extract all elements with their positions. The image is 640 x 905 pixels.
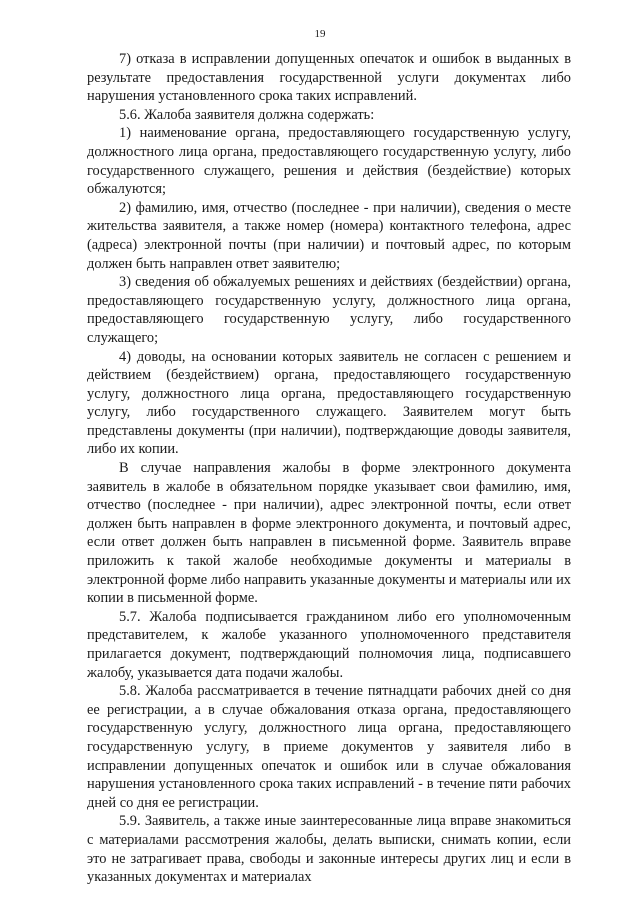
document-body	[87, 50, 571, 887]
paragraph-item-7-refusal: 7) отказа в исправлении допущенных опечаток и ошибок в выданных в результате предоставления государственной услуги документах либо нарушения установленного срока таких исправлений.	[87, 51, 571, 105]
paragraph-5-9: 5.9. Заявитель, а также иные заинтересованные лица вправе знакомиться с материалами рассмотрения жалобы, делать выписки, снимать копии, если это не затрагивает права, свободы и законные интересы других лиц и если в указанных документах и материалах	[87, 813, 571, 886]
paragraph-5-7: 5.7. Жалоба подписывается гражданином либо его уполномоченным представителем, к жалобе указанного уполномоченного представителя прилагается документ, подтверждающий полномочия лица, подписавшего жалобу, указывается дата подачи жалобы.	[87, 608, 571, 681]
paragraph-item-1: 1) наименование органа, предоставляющего государственную услугу, должностного лица органа, предоставляющего государственную услугу, либо государственного служащего, решения и действия (бездействие) которых обжалуются;	[87, 125, 571, 198]
paragraph-item-2: 2) фамилию, имя, отчество (последнее - при наличии), сведения о месте жительства заявителя, а также номер (номера) контактного телефона, адрес (адреса) электронной почты (при наличии) и почтовый адрес, по которым должен быть направлен ответ заявителю;	[87, 199, 571, 272]
page-number: 19	[314, 28, 326, 40]
paragraph-item-4: 4) доводы, на основании которых заявитель не согласен с решением и действием (бездействием) органа, предоставляющего государственную услугу, должностного лица органа, предоставляющего государственную услугу, либо государственного служащего. Заявителем могут быть представлены документы (при наличии), подтверждающие доводы заявителя, либо их копии.	[87, 348, 571, 458]
paragraph-5-6-heading: 5.6. Жалоба заявителя должна содержать:	[119, 106, 375, 123]
paragraph-item-3: 3) сведения об обжалуемых решениях и действиях (бездействии) органа, предоставляющего государственную услугу, должностного лица органа, предоставляющего государственную услугу, либо государственного служащего;	[87, 274, 571, 346]
paragraph-electronic-complaint: В случае направления жалобы в форме электронного документа заявитель в жалобе в обязательном порядке указывает свои фамилию, имя, отчество (последнее - при наличии), адрес электронной почты, если ответ должен быть направлен в форме электронного документа, и почтовый адрес, если ответ должен быть направлен в письменной форме. Заявитель вправе приложить к такой жалобе необходимые документы и материалы в электронной форме либо направить указанные документы и материалы или их копии в письменной форме.	[87, 460, 571, 607]
paragraph-5-8: 5.8. Жалоба рассматривается в течение пятнадцати рабочих дней со дня ее регистрации, а в случае обжалования отказа органа, предоставляющего государственную услугу, должностного лица органа, предоставляющего государственную услугу, в приеме документов у заявителя либо в исправлении допущенных опечаток и ошибок или в случае обжалования нарушения установленного срока таких исправлений - в течение пяти рабочих дней со дня ее регистрации.	[87, 683, 571, 811]
